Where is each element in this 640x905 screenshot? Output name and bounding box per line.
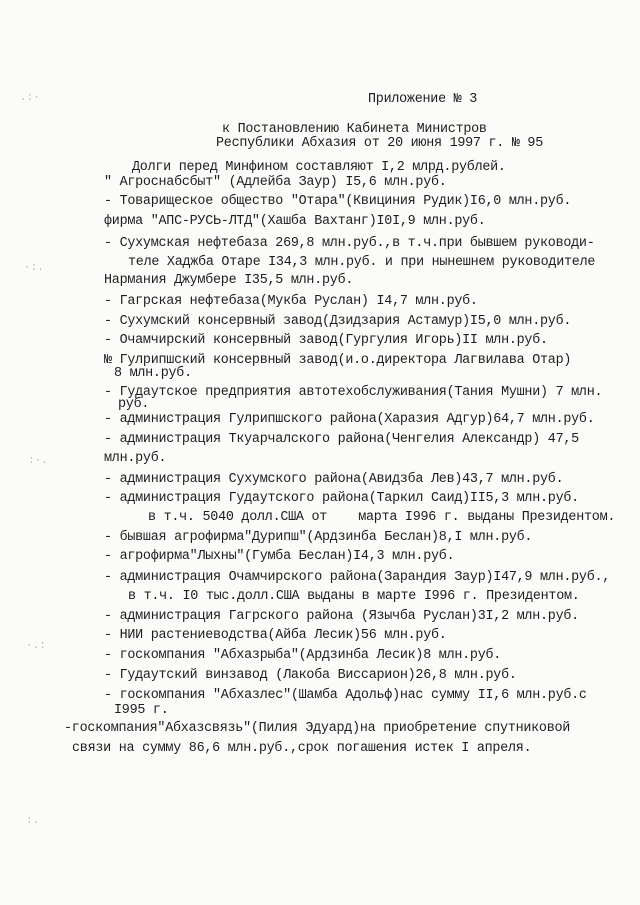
debt-item: -госкомпания"Абхазсвязь"(Пилия Эдуард)на приобретение спутниковой <box>64 721 571 736</box>
debt-item: - госкомпания "Абхазлес"(Шамба Адольф)нас сумму II,6 млн.руб.с <box>104 688 587 703</box>
debt-item: - Гудаутское предприятия автотехобслуживания(Тания Мушни) 7 млн. <box>104 385 603 400</box>
debt-item-continuation: Нармания Джумбере I35,5 млн.руб. <box>104 273 354 288</box>
resolution-reference: к Постановлению Кабинета Министров <box>222 122 487 137</box>
debt-item: - бывшая агрофирма"Дурипш"(Ардзинба Беслан)8,I млн.руб. <box>104 530 533 545</box>
debt-item: - администрация Гагрского района (Язычба Руслан)3I,2 млн.руб. <box>104 609 579 624</box>
debt-item: - администрация Очамчирского района(Зарандия Заур)I47,9 млн.руб., <box>104 570 611 585</box>
debt-item: - Гудаутский винзавод (Лакоба Виссарион)26,8 млн.руб. <box>104 668 517 683</box>
debt-total: Долги перед Минфином составляют I,2 млрд.рублей. <box>132 160 506 175</box>
debt-item: - администрация Сухумского района(Авидзба Лев)43,7 млн.руб. <box>104 472 564 487</box>
debt-item-continuation: 8 млн.руб. <box>114 366 192 381</box>
scan-speck: :·. <box>28 455 48 467</box>
debt-item: № Гулрипшский консервный завод(и.о.директора Лагвилава Отар) <box>104 353 572 368</box>
debt-item: - Гагрская нефтебаза(Мукба Руслан) I4,7 млн.руб. <box>104 294 478 309</box>
debt-item: - госкомпания "Абхазрыба"(Ардзинба Лесик)8 млн.руб. <box>104 648 502 663</box>
debt-item: " Агроснабсбыт" (Адлейба Заур) I5,6 млн.руб. <box>104 175 447 190</box>
debt-item-continuation: млн.руб. <box>104 451 167 466</box>
debt-item: - администрация Ткуарчалского района(Ченгелия Александр) 47,5 <box>104 432 579 447</box>
resolution-date: Республики Абхазия от 20 июня 1997 г. № 95 <box>216 136 543 151</box>
debt-item: - Товарищеское общество "Отара"(Квициния Рудик)I6,0 млн.руб. <box>104 194 572 209</box>
debt-item-continuation: в т.ч. I0 тыс.долл.США выданы в марте I996 г. Президентом. <box>128 589 580 604</box>
debt-item: - администрация Гулрипшского района(Харазия Адгур)64,7 млн.руб. <box>104 412 595 427</box>
debt-item-continuation: в т.ч. 5040 долл.США от марта I996 г. выданы Президентом. <box>148 510 616 525</box>
debt-item-continuation: связи на сумму 86,6 млн.руб.,срок погашения истек I апреля. <box>72 741 532 756</box>
debt-item-continuation: теле Хаджба Отаре I34,3 млн.руб. и при нынешнем руководителе <box>128 255 596 270</box>
debt-item: - агрофирма"Лыхны"(Гумба Беслан)I4,3 млн.руб. <box>104 549 455 564</box>
scan-speck: .:· <box>20 92 40 104</box>
scan-speck: ·:. <box>24 262 44 274</box>
debt-item: - Очамчирский консервный завод(Гургулия Игорь)II млн.руб. <box>104 333 548 348</box>
debt-item: - Сухумский консервный завод(Дзидзария Астамур)I5,0 млн.руб. <box>104 314 572 329</box>
debt-item: - администрация Гудаутского района(Таркил Саид)II5,3 млн.руб. <box>104 491 579 506</box>
scan-speck: ·.: <box>26 640 46 652</box>
debt-item-continuation: руб. <box>118 397 150 412</box>
debt-item: - Сухумская нефтебаза 269,8 млн.руб.,в т.ч.при бывшем руководи- <box>104 236 595 251</box>
debt-item-continuation: I995 г. <box>114 703 169 718</box>
debt-item: фирма "АПС-РУСЬ-ЛТД"(Хашба Вахтанг)I0I,9 млн.руб. <box>104 214 486 229</box>
appendix-number: Приложение № 3 <box>368 92 477 107</box>
scan-speck: :. <box>26 815 40 827</box>
debt-item: - НИИ растениеводства(Айба Лесик)56 млн.руб. <box>104 628 447 643</box>
